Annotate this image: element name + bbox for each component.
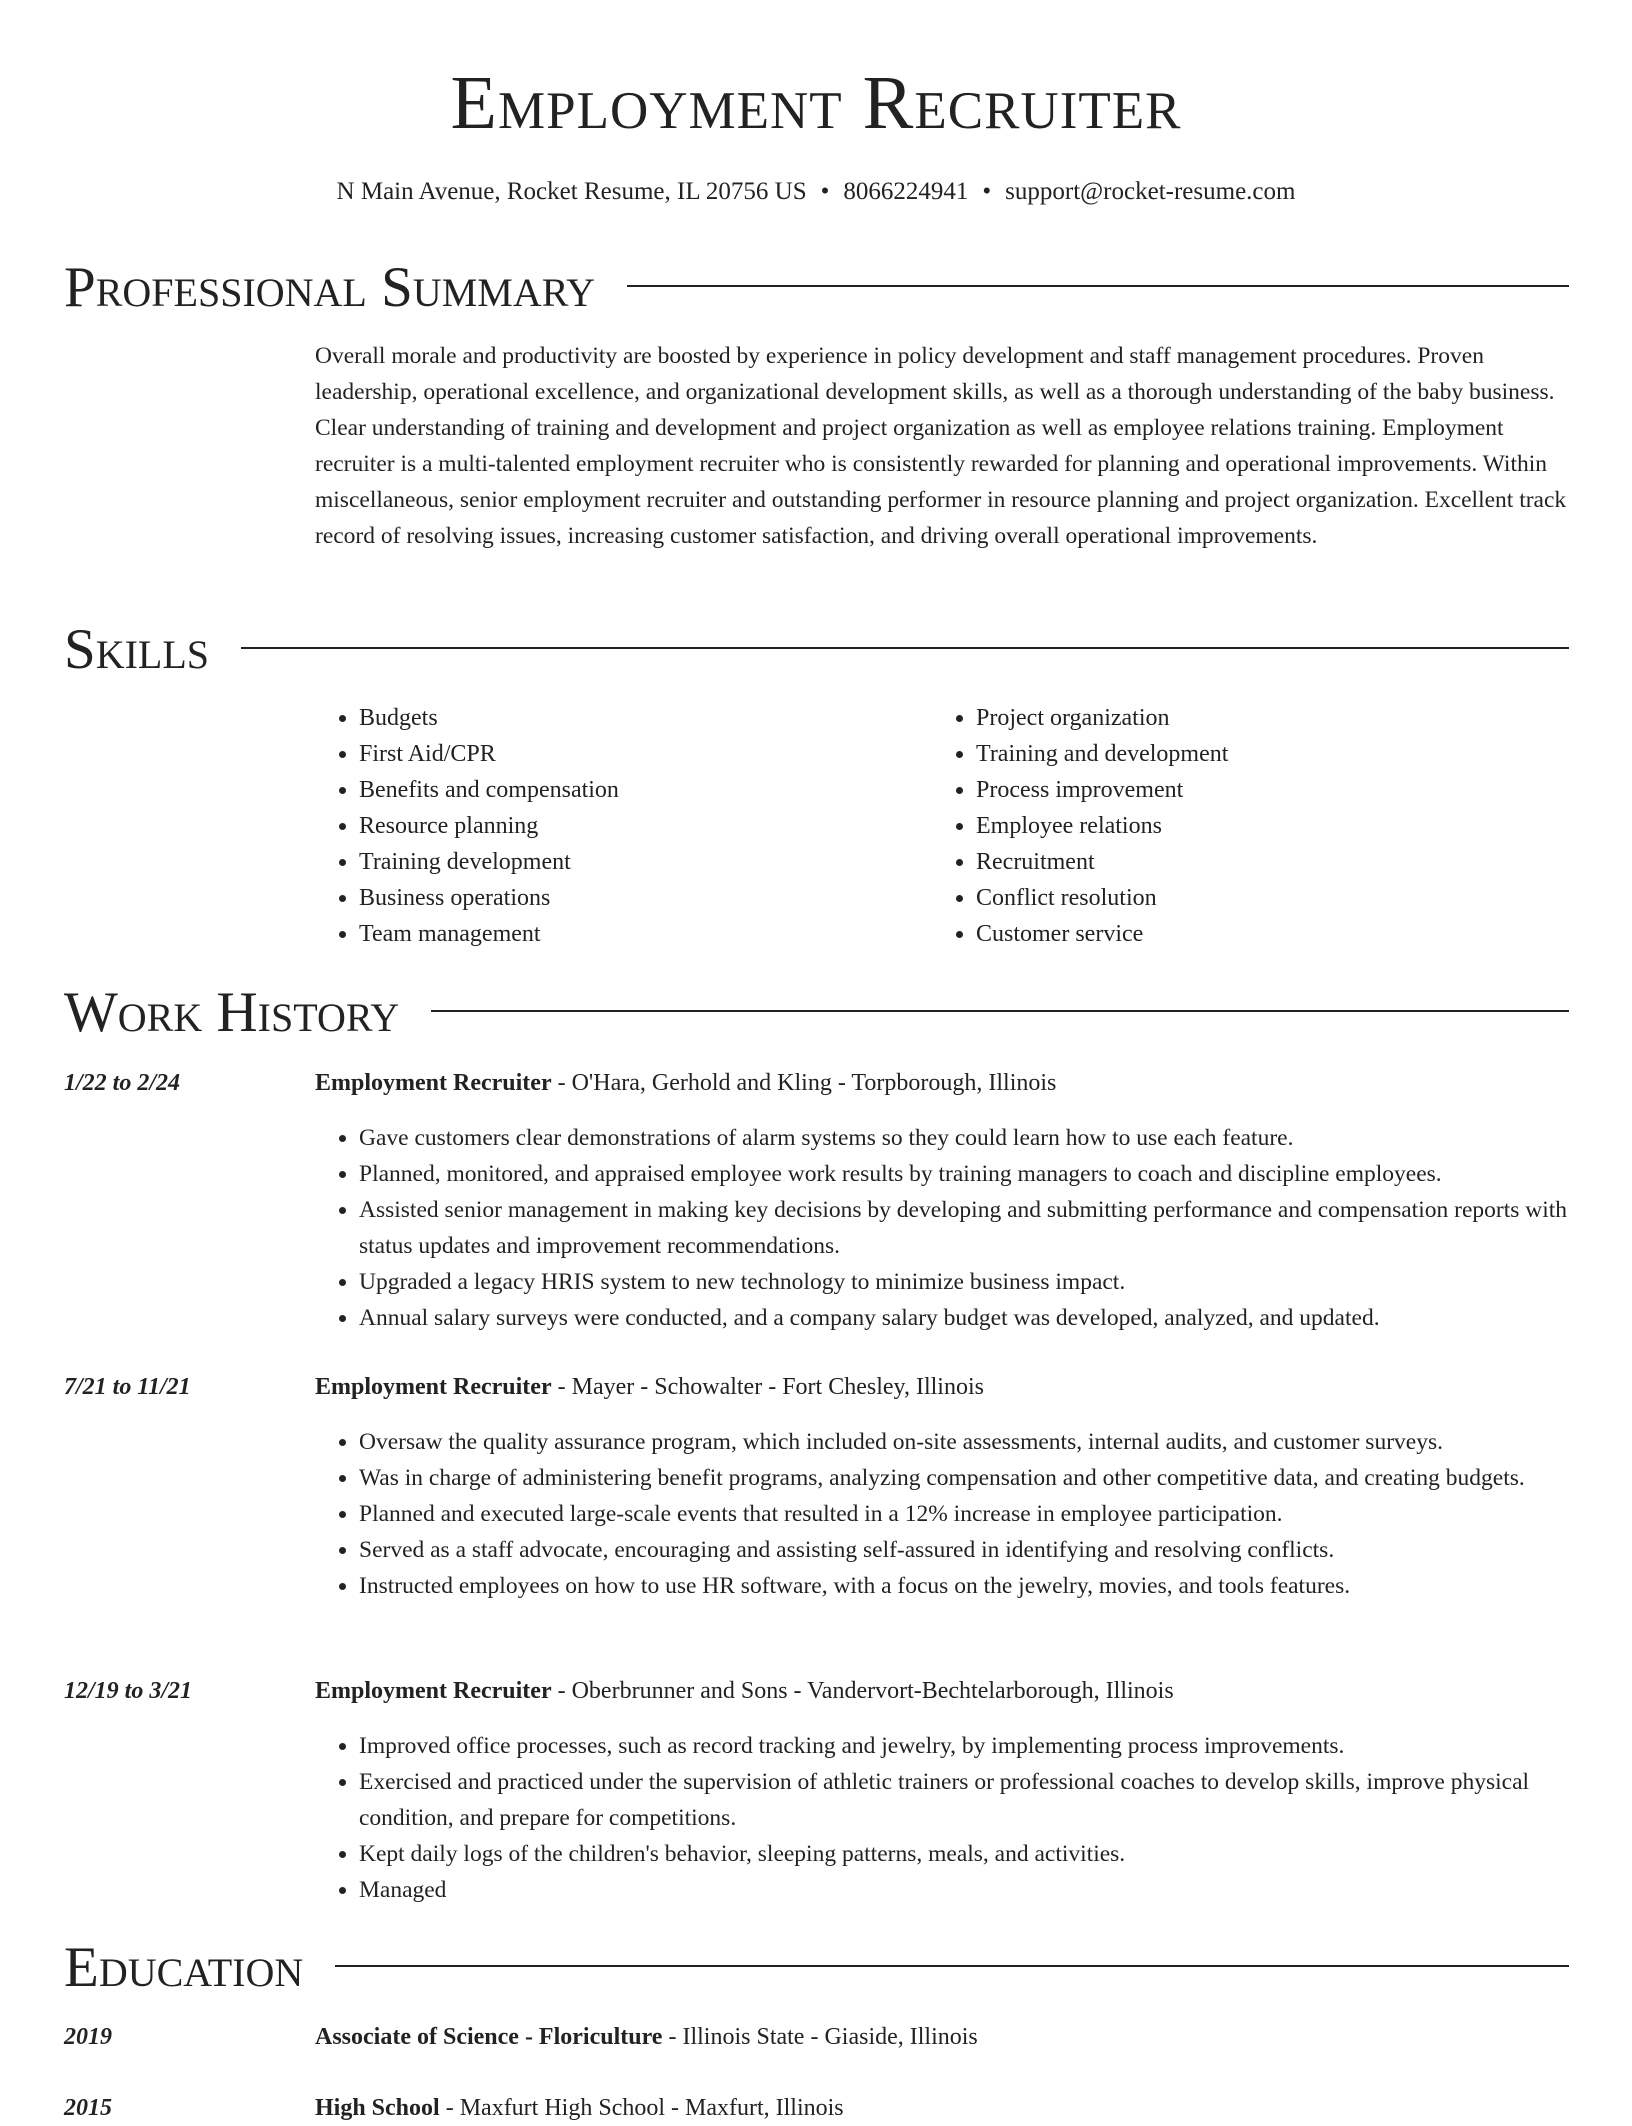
section-divider (241, 647, 1569, 649)
summary-text: Overall morale and productivity are boosted by experience in policy development and staff management procedures. Proven leadership, operational excellence, and organizational development skills, as well as a thorough understanding of the baby business. Clear understanding of training and development and project organization as well as employee relations training. Employment recruiter is a multi-talented employment recruiter who is consistently rewarded for planning and operational improvements. Within miscellaneous, senior employment recruiter and outstanding performer in resource planning and project organization. Excellent track record of resolving issues, increasing customer satisfaction, and driving overall operational improvements. (315, 343, 1567, 549)
section-title: Education (64, 1936, 304, 1999)
job-title: Employment Recruiter (315, 1374, 552, 1400)
skill-item: • Training and development (976, 736, 1616, 772)
job-bullet: • Instructed employees on how to use HR software, with a focus on the jewelry, movies, and tools features. (359, 1568, 1621, 1604)
skill-item: • Training development (359, 844, 959, 880)
skill-item: • Customer service (976, 916, 1616, 952)
job-bullet: • Upgraded a legacy HRIS system to new technology to minimize business impact. (359, 1264, 1621, 1300)
job-bullet: • Planned and executed large-scale events that resulted in a 12% increase in employee participation. (359, 1496, 1621, 1532)
section-title: Professional Summary (64, 256, 596, 319)
job-dates: 1/22 to 2/24 (64, 1070, 181, 1096)
job-title: Employment Recruiter (315, 1070, 552, 1096)
job-employer-location: - Oberbrunner and Sons - Vandervort-Bechtelarborough, Illinois (551, 1678, 1174, 1704)
skill-item: • Employee relations (976, 808, 1616, 844)
job-bullet: • Was in charge of administering benefit programs, analyzing compensation and other competitive data, and creating budgets. (359, 1460, 1621, 1496)
job-bullets (315, 1120, 1621, 1336)
skill-item: • Conflict resolution (976, 880, 1616, 916)
job-role-line (315, 1673, 1174, 1709)
skill-item: • Recruitment (976, 844, 1616, 880)
job-bullet: • Oversaw the quality assurance program, which included on-site assessments, internal audits, and customer surveys. (359, 1424, 1621, 1460)
job-bullet: • Annual salary surveys were conducted, and a company salary budget was developed, analyzed, and updated. (359, 1300, 1621, 1336)
section-divider (627, 285, 1569, 287)
job-role-line (315, 1369, 984, 1405)
skill-item: • Resource planning (359, 808, 959, 844)
contact-line (0, 174, 1632, 210)
job-bullet: • Exercised and practiced under the supervision of athletic trainers or professional coaches to develop skills, improve physical condition, and prepare for competitions. (359, 1764, 1621, 1836)
education-school-location: - Maxfurt High School - Maxfurt, Illinois (439, 2095, 844, 2121)
job-bullet: • Gave customers clear demonstrations of alarm systems so they could learn how to use each feature. (359, 1120, 1621, 1156)
education-degree: High School (315, 2095, 440, 2121)
job-bullets (315, 1424, 1621, 1604)
section-heading-skills (64, 615, 1569, 685)
job-bullets (315, 1728, 1621, 1908)
candidate-name: Employment Recruiter (450, 61, 1182, 145)
job-title: Employment Recruiter (315, 1678, 552, 1704)
section-heading-summary (64, 253, 1569, 323)
skill-item: • Benefits and compensation (359, 772, 959, 808)
job-bullet: • Managed (359, 1872, 1621, 1908)
skill-item: • Budgets (359, 700, 959, 736)
section-heading-education (64, 1933, 1569, 2003)
section-title: Work History (64, 981, 400, 1044)
section-heading-work-history (64, 978, 1569, 1048)
skill-item: • Process improvement (976, 772, 1616, 808)
education-degree: Associate of Science - Floriculture (315, 2024, 663, 2050)
section-divider (335, 1965, 1569, 1967)
job-bullet: • Improved office processes, such as record tracking and jewelry, by implementing process improvements. (359, 1728, 1621, 1764)
job-bullet: • Assisted senior management in making key decisions by developing and submitting performance and compensation reports with status updates and improvement recommendations. (359, 1192, 1621, 1264)
job-bullet: • Kept daily logs of the children's behavior, sleeping patterns, meals, and activities. (359, 1836, 1621, 1872)
job-employer-location: - Mayer - Schowalter - Fort Chesley, Illinois (551, 1374, 984, 1400)
skill-item: • Project organization (976, 700, 1616, 736)
skill-item: • First Aid/CPR (359, 736, 959, 772)
education-year: 2015 (64, 2095, 112, 2121)
education-year: 2019 (64, 2024, 112, 2050)
skill-item: • Business operations (359, 880, 959, 916)
job-dates: 7/21 to 11/21 (64, 1374, 191, 1400)
education-line (315, 2090, 844, 2126)
job-bullet: • Served as a staff advocate, encouraging and assisting self-assured in identifying and resolving conflicts. (359, 1532, 1621, 1568)
skills-list-left (315, 700, 959, 952)
contact-email: support@rocket-resume.com (1005, 178, 1296, 205)
contact-phone: 8066224941 (843, 178, 969, 205)
skills-list-right (932, 700, 1616, 952)
skill-item: • Team management (359, 916, 959, 952)
section-title: Skills (64, 618, 210, 681)
education-school-location: - Illinois State - Giaside, Illinois (662, 2024, 978, 2050)
education-line (315, 2019, 978, 2055)
job-employer-location: - O'Hara, Gerhold and Kling - Torpborough, Illinois (551, 1070, 1057, 1096)
section-divider (431, 1010, 1569, 1012)
job-dates: 12/19 to 3/21 (64, 1678, 193, 1704)
contact-separator: • (982, 178, 992, 205)
job-bullet: • Planned, monitored, and appraised employee work results by training managers to coach and discipline employees. (359, 1156, 1621, 1192)
contact-address: N Main Avenue, Rocket Resume, IL 20756 US (336, 178, 807, 205)
contact-separator: • (820, 178, 830, 205)
job-role-line (315, 1065, 1056, 1101)
